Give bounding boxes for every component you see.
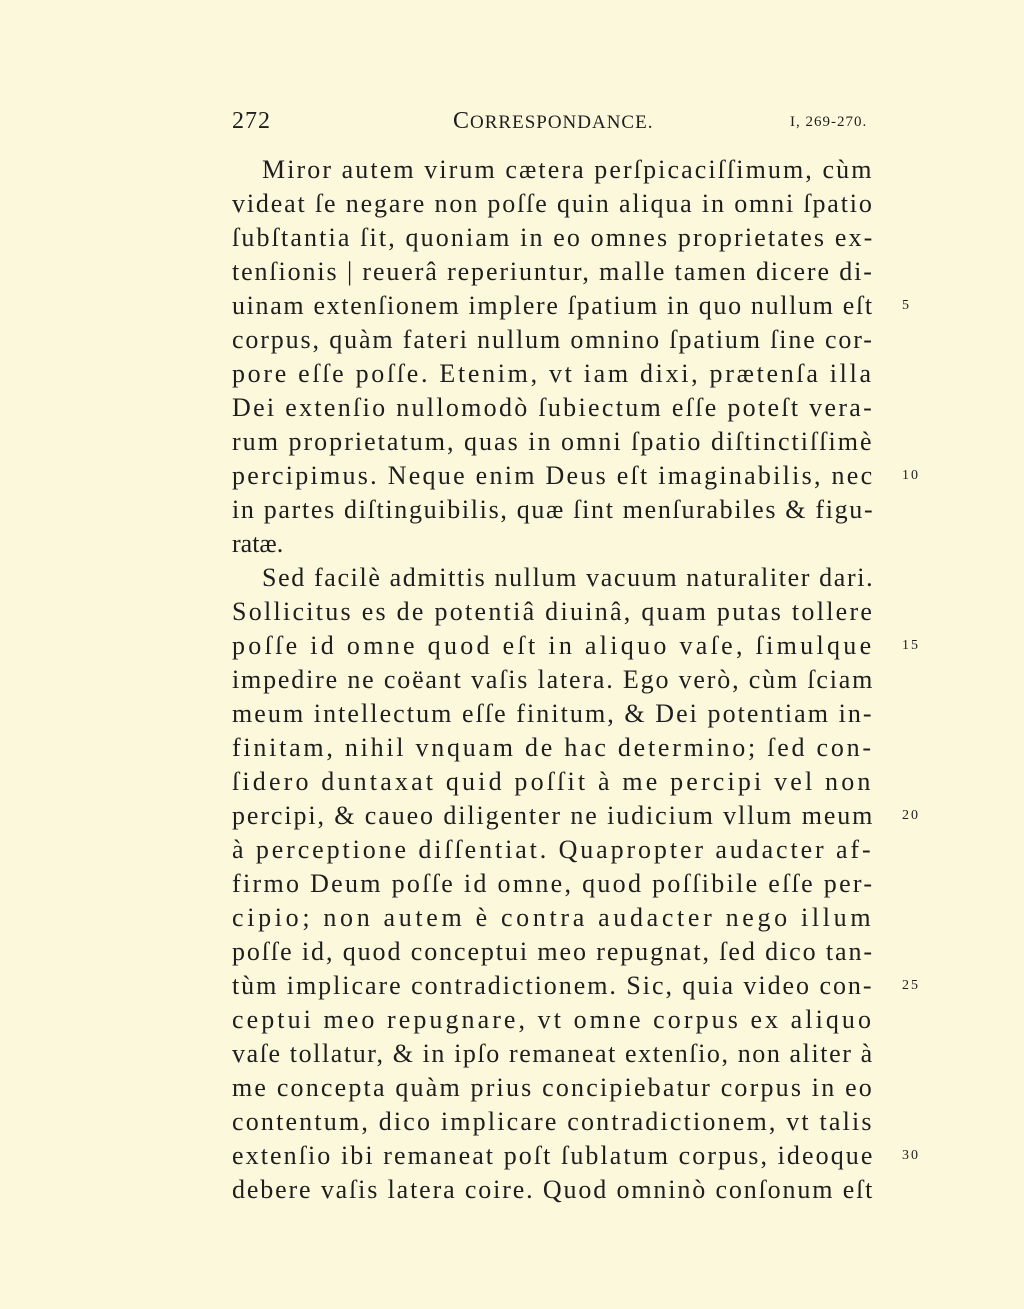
text-line bbox=[232, 629, 920, 663]
line-text: vaſe tollatur, & in ipſo remaneat extenſio, non aliter à bbox=[232, 1039, 874, 1068]
text-line bbox=[232, 561, 874, 595]
text-line bbox=[232, 969, 920, 1003]
text-line bbox=[232, 187, 874, 221]
line-text: Dei extenſio nullomodò ſubiectum eſſe poteſt vera- bbox=[232, 393, 875, 422]
running-title bbox=[453, 108, 653, 135]
text-line bbox=[232, 255, 874, 289]
line-text: poſſe id, quod conceptui meo repugnat, ſed dico tan- bbox=[232, 937, 874, 966]
line-number: 10 bbox=[902, 468, 920, 483]
text-line bbox=[232, 799, 920, 833]
line-text: debere vaſis latera coire. Quod omninò conſonum eſt bbox=[232, 1175, 875, 1204]
line-text: rum proprietatum, quas in omni ſpatio diſtinctiſſimè bbox=[232, 427, 874, 456]
line-text: videat ſe negare non poſſe quin aliqua in omni ſpatio bbox=[232, 189, 874, 218]
text-line bbox=[232, 1139, 920, 1173]
text-line bbox=[232, 663, 874, 697]
text-line bbox=[232, 357, 874, 391]
running-title-rest: ORRESPONDANCE. bbox=[470, 112, 654, 133]
line-text: contentum, dico implicare contradictionem, vt talis bbox=[232, 1107, 874, 1136]
text-line bbox=[232, 323, 874, 357]
line-text: corpus, quàm fateri nullum omnino ſpatium ſine cor- bbox=[232, 325, 874, 354]
text-line bbox=[232, 833, 874, 867]
reference-range: I, 269-270. bbox=[790, 114, 868, 130]
text-line bbox=[232, 867, 874, 901]
line-text: cipio; non autem è contra audacter nego illum bbox=[232, 903, 875, 932]
line-text: percipi, & caueo diligenter ne iudicium vllum meum bbox=[232, 801, 875, 830]
text-line bbox=[232, 595, 874, 629]
line-text: impedire ne coëant vaſis latera. Ego verò, cùm ſciam bbox=[232, 665, 875, 694]
line-text: tùm implicare contradictionem. Sic, quia video con- bbox=[232, 971, 874, 1000]
running-title-initial: C bbox=[453, 108, 471, 134]
text-line bbox=[232, 425, 874, 459]
running-header bbox=[0, 108, 1024, 138]
text-line bbox=[232, 1037, 874, 1071]
line-text: percipimus. Neque enim Deus eſt imaginabilis, nec bbox=[232, 461, 875, 490]
text-line bbox=[232, 731, 874, 765]
line-number: 25 bbox=[902, 978, 920, 993]
text-line bbox=[232, 935, 874, 969]
line-text: à perceptione diſſentiat. Quapropter audacter af- bbox=[232, 835, 874, 864]
text-line bbox=[232, 1105, 874, 1139]
text-line bbox=[232, 901, 874, 935]
line-text: pore eſſe poſſe. Etenim, vt iam dixi, prætenſa illa bbox=[232, 359, 874, 388]
line-text: ſidero duntaxat quid poſſit à me percipi vel non bbox=[232, 767, 874, 796]
line-text: ceptui meo repugnare, vt omne corpus ex aliquo bbox=[232, 1005, 875, 1034]
line-number: 30 bbox=[902, 1148, 920, 1163]
text-line bbox=[232, 493, 874, 527]
line-text: finitam, nihil vnquam de hac determino; ſed con- bbox=[232, 733, 874, 762]
line-number: 15 bbox=[902, 638, 920, 653]
text-line bbox=[232, 1071, 874, 1105]
text-line bbox=[232, 221, 874, 255]
line-text: in partes diſtinguibilis, quæ ſint menſurabiles & figu- bbox=[232, 495, 875, 524]
text-line bbox=[232, 697, 874, 731]
line-text: poſſe id omne quod eſt in aliquo vaſe, ſimulque bbox=[232, 631, 875, 660]
line-text: extenſio ibi remaneat poſt ſublatum corpus, ideoque bbox=[232, 1141, 875, 1170]
line-text: Sed facilè admittis nullum vacuum naturaliter dari. bbox=[262, 563, 875, 592]
line-text: meum intellectum eſſe finitum, & Dei potentiam in- bbox=[232, 699, 874, 728]
line-number: 5 bbox=[902, 298, 911, 313]
text-line bbox=[232, 1173, 874, 1207]
line-text: uinam extenſionem implere ſpatium in quo nullum eſt bbox=[232, 291, 874, 320]
text-line bbox=[232, 153, 874, 187]
page-number: 272 bbox=[232, 108, 271, 134]
text-line bbox=[232, 527, 874, 561]
text-line bbox=[232, 1003, 874, 1037]
text-line bbox=[232, 289, 911, 323]
line-text: ratæ. bbox=[232, 529, 284, 558]
line-text: tenſionis | reuerâ reperiuntur, malle tamen dicere di- bbox=[232, 257, 874, 286]
line-text: ſubſtantia ſit, quoniam in eo omnes proprietates ex- bbox=[232, 223, 875, 252]
line-text: me concepta quàm prius concipiebatur corpus in eo bbox=[232, 1073, 874, 1102]
line-text: Sollicitus es de potentiâ diuinâ, quam putas tollere bbox=[232, 597, 875, 626]
line-number: 20 bbox=[902, 808, 920, 823]
text-line bbox=[232, 459, 920, 493]
line-text: firmo Deum poſſe id omne, quod poſſibile eſſe per- bbox=[232, 869, 875, 898]
line-text: Miror autem virum cætera perſpicaciſſimum, cùm bbox=[262, 155, 874, 184]
text-line bbox=[232, 765, 874, 799]
text-line bbox=[232, 391, 874, 425]
letter-body bbox=[232, 153, 920, 1207]
